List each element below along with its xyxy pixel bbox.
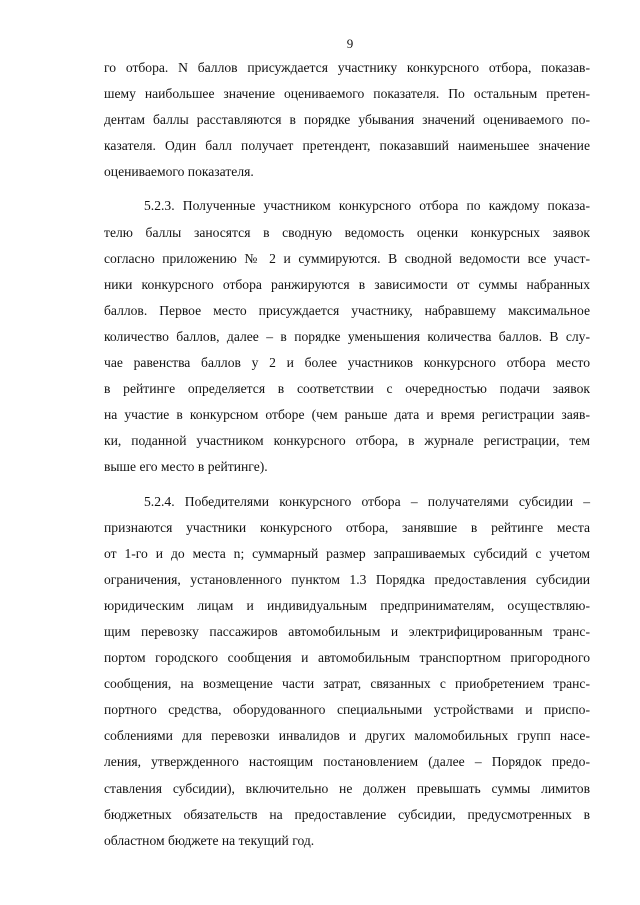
paragraph [104, 55, 590, 185]
text-line: казателя. Один балл получает претендент, показавший наименьшее значение [104, 138, 590, 154]
text-line: ники конкурсного отбора ранжируются в зависимости от суммы набранных [104, 276, 590, 292]
text-line: баллов. Первое место присуждается участнику, набравшему максимальное [104, 302, 590, 318]
text-line: областном бюджете на текущий год. [104, 832, 315, 848]
text-line: чае равенства баллов у 2 и более участников конкурсного отбора место [104, 355, 590, 371]
paragraph [104, 489, 590, 854]
text-line: выше его место в рейтинге). [104, 459, 268, 475]
text-line: портного средства, оборудованного специальными устройствами и приспо- [104, 702, 590, 718]
text-line: на участие в конкурсном отборе (чем раньше дата и время регистрации заяв- [104, 407, 590, 423]
text-line: ограничения, установленного пунктом 1.3 Порядка предоставления субсидии [104, 571, 590, 587]
text-line: шему наибольшее значение оцениваемого показателя. По остальным претен- [104, 86, 590, 102]
text-line: в рейтинге определяется в соответствии с очередностью подачи заявок [104, 381, 590, 397]
text-line: от 1-го и до места n; суммарный размер запрашиваемых субсидий с учетом [104, 545, 590, 561]
text-line: оцениваемого показателя. [104, 164, 254, 180]
text-line: телю баллы заносятся в сводную ведомость оценки конкурсных заявок [104, 224, 590, 240]
text-line: 5.2.3. Полученные участником конкурсного отбора по каждому показа- [144, 198, 590, 214]
text-line: ставления субсидии), включительно не должен превышать суммы лимитов [104, 780, 590, 796]
text-line: ления, утвержденного настоящим постановлением (далее – Порядок предо- [104, 754, 590, 770]
text-line: бюджетных обязательств на предоставление субсидии, предусмотренных в [104, 806, 590, 822]
text-line: соблениями для перевозки инвалидов и других маломобильных групп насе- [104, 728, 590, 744]
text-line: дентам баллы расставляются в порядке убывания значений оцениваемого по- [104, 112, 590, 128]
page-number: 9 [346, 36, 354, 51]
text-line: согласно приложению № 2 и суммируются. В сводной ведомости все участ- [104, 250, 590, 266]
text-line: количество баллов, далее – в порядке уменьшения количества баллов. В слу- [104, 328, 590, 344]
document-body [104, 55, 590, 854]
paragraph [104, 193, 590, 480]
text-line: признаются участники конкурсного отбора, занявшие в рейтинге места [104, 519, 590, 535]
text-line: го отбора. N баллов присуждается участнику конкурсного отбора, показав- [104, 60, 590, 75]
text-line: портом городского сообщения и автомобильным транспортном пригородного [104, 650, 590, 666]
text-line: ки, поданной участником конкурсного отбора, в журнале регистрации, тем [104, 433, 590, 449]
text-line: щим перевозку пассажиров автомобильным и электрифицированным транс- [104, 623, 590, 639]
text-line: 5.2.4. Победителями конкурсного отбора – получателями субсидии – [144, 493, 590, 509]
text-line: сообщения, на возмещение части затрат, связанных с приобретением транс- [104, 676, 590, 692]
text-line: юридическим лицам и индивидуальным предпринимателям, осуществляю- [104, 597, 590, 613]
